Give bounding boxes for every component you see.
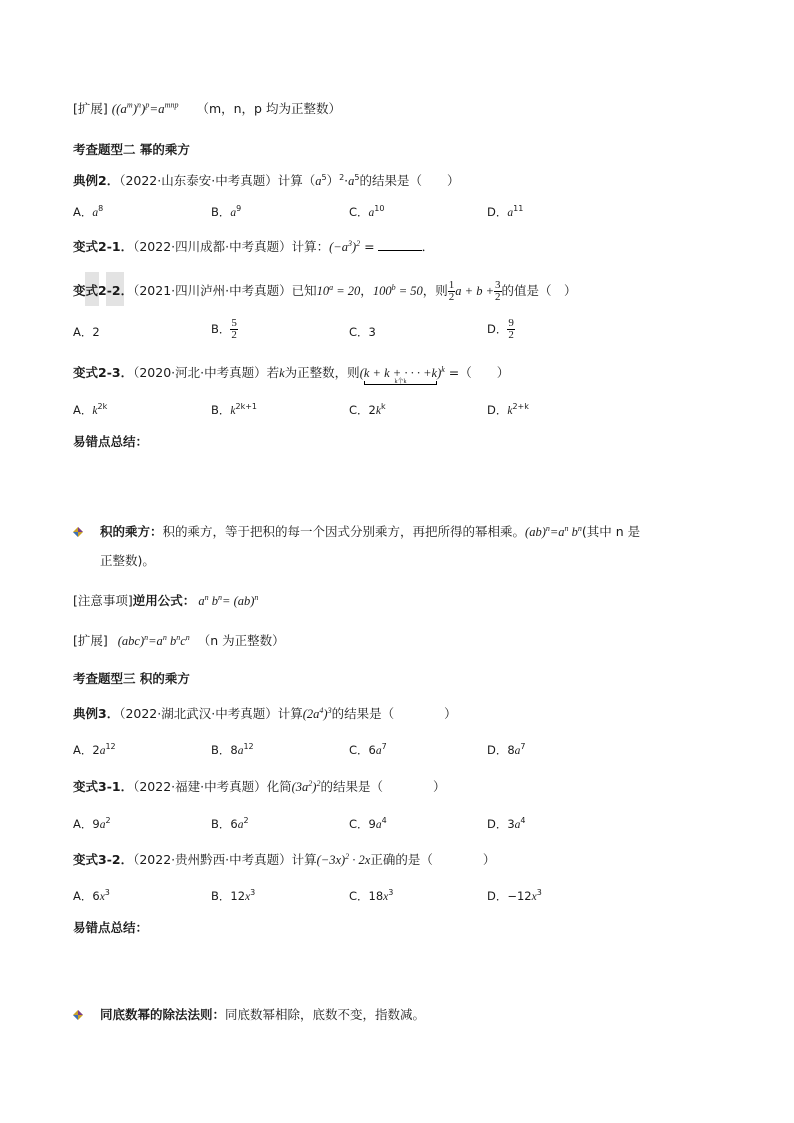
variant-2-2: 变式2-2．（2021·四川泸州·中考真题）已知$10^a = 20$，$100^b = 50$，则 $\frac{1}{2}$ a + b + $\frac{3}{2}$ 的值是（ ） <box>73 279 577 303</box>
option-a[interactable]: A．2 <box>73 325 100 339</box>
product-rule: 积的乘方：积的乘方，等于把积的每一个因式分别乘方，再把所得的幂相乘。$(ab)^n=a^n$ $b^n$(其中 n 是 <box>100 523 641 539</box>
inverse-formula: $a^n$ $b^n= (ab)^n$ <box>195 592 259 608</box>
bullet-diamond-icon <box>73 527 83 537</box>
option-a[interactable]: A．$6x^3$ <box>73 888 110 903</box>
division-rule: 同底数幂的除法法则：同底数幂相除，底数不变，指数减。 <box>100 1007 426 1022</box>
summary-label-2: 易错点总结： <box>73 920 149 935</box>
example-3-options <box>73 742 713 762</box>
fraction-3-2: $\frac{3}{2}$ <box>495 279 501 303</box>
option-d[interactable]: D．$a^{11}$ <box>487 204 524 219</box>
option-b[interactable]: B．$6a^2$ <box>211 816 249 831</box>
option-d[interactable]: D．$8a^7$ <box>487 742 526 757</box>
option-d[interactable]: D．$-12x^3$ <box>487 888 542 903</box>
option-b[interactable]: B． $\frac{5}{2}$ <box>211 317 237 341</box>
variant-3-1: 变式3-1．（2022·福建·中考真题）化简$(3a^2)^2$的结果是（ ） <box>73 778 446 794</box>
variant-2-2-options <box>73 317 713 341</box>
variant-2-3: 变式2-3．（2020·河北·中考真题）若k为正整数，则(k + k + · · · +k k个k )$^k$ =（ ） <box>73 364 510 385</box>
type2-heading: 考查题型二 幂的乘方 <box>73 142 190 157</box>
example-3: 典例3．（2022·湖北武汉·中考真题）计算$(2a^4)^3$的结果是（ ） <box>73 705 457 721</box>
option-a[interactable]: A．$9a^2$ <box>73 816 111 831</box>
option-b[interactable]: B．$k^{2k+1}$ <box>211 402 258 417</box>
variant-3-2-options <box>73 888 713 908</box>
option-a[interactable]: A．$2a^{12}$ <box>73 742 116 757</box>
option-b[interactable]: B．$a^9$ <box>211 204 242 219</box>
product-formula: $(abc)^n=a^n$ $b^nc^n$ <box>117 632 190 648</box>
option-d[interactable]: D． $\frac{9}{2}$ <box>487 317 514 341</box>
example-2: 典例2．（2022·山东泰安·中考真题）计算$(a^5)^2\cdot a^5$的结果是（ ） <box>73 172 460 188</box>
variant-3-2: 变式3-2．（2022·贵州黔西·中考真题）计算$(-3x)^2 \cdot 2x$正确的是（ ） <box>73 851 496 867</box>
option-a[interactable]: A．$k^{2k}$ <box>73 402 108 417</box>
underbrace-sum: k + k + · · · +k k个k <box>363 366 438 385</box>
option-c[interactable]: C．$18x^3$ <box>349 888 394 903</box>
note-line: [注意事项]逆用公式： $a^n$ $b^n= (ab)^n$ <box>73 592 259 608</box>
option-c[interactable]: C．$a^{10}$ <box>349 204 385 219</box>
option-c[interactable]: C．$6a^7$ <box>349 742 387 757</box>
variant-2-3-options <box>73 402 713 422</box>
expand-tag: [扩展] <box>73 101 108 116</box>
option-b[interactable]: B．$12x^3$ <box>211 888 256 903</box>
option-c[interactable]: C．$2k^k$ <box>349 402 386 417</box>
variant-3-1-options <box>73 816 713 836</box>
fraction-half: $\frac{1}{2}$ <box>448 279 455 303</box>
answer-blank[interactable] <box>378 238 422 251</box>
example-2-options <box>73 204 713 224</box>
example-2-text: （2022·山东泰安·中考真题）计算$(a^5)^2\cdot a^5$的结果是（ ） <box>119 172 460 188</box>
option-b[interactable]: B．$8a^{12}$ <box>211 742 254 757</box>
option-c[interactable]: C．3 <box>349 325 376 339</box>
summary-label: 易错点总结： <box>73 434 149 449</box>
variant-2-1: 变式2-1．（2022·四川成都·中考真题）计算：$(-a^3)^2$ = ． <box>73 238 435 254</box>
expand-note: （m，n，p 均为正整数） <box>196 101 341 116</box>
option-d[interactable]: D．$k^{2+k}$ <box>487 402 529 417</box>
option-a[interactable]: A．$a^8$ <box>73 204 104 219</box>
option-c[interactable]: C．$9a^4$ <box>349 816 387 831</box>
type3-heading: 考查题型三 积的乘方 <box>73 671 190 686</box>
expand-line-2: [扩展] $(abc)^n=a^n$ $b^nc^n$ （n 为正整数） <box>73 632 285 648</box>
expand-line-1 <box>73 100 341 118</box>
power-formula: $((a^m)^n)^p=a^{mnp}$ <box>111 100 179 116</box>
bullet-diamond-icon <box>73 1010 83 1020</box>
product-rule-cont: 正整数)。 <box>100 553 155 568</box>
option-d[interactable]: D．$3a^4$ <box>487 816 526 831</box>
